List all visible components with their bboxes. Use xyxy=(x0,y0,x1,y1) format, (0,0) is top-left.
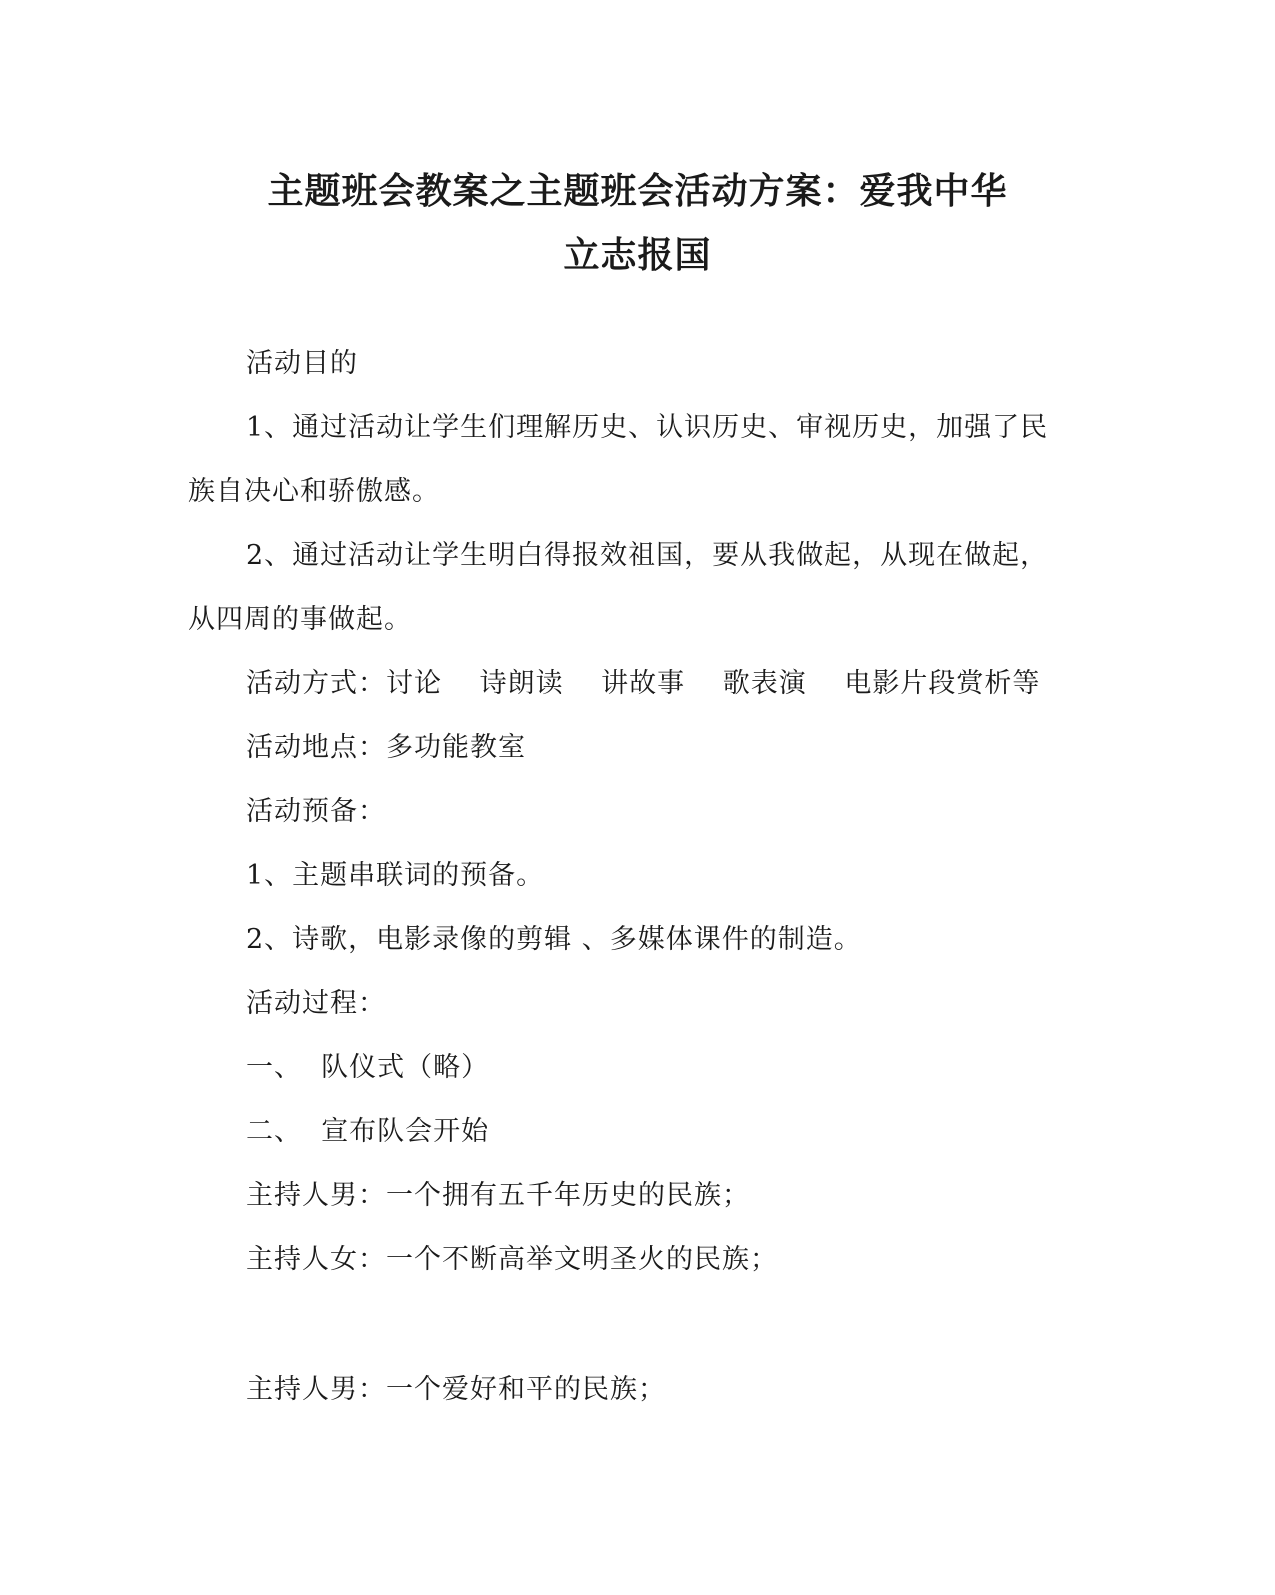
paragraph-line: 主持人女：一个不断高举文明圣火的民族； xyxy=(246,1244,778,1275)
paragraph-line: 从四周的事做起。 xyxy=(188,604,412,635)
document-title-line-2: 立志报国 xyxy=(563,235,712,276)
paragraph-line: 一、 队仪式（略） xyxy=(246,1052,490,1083)
paragraph-line: 活动方式：讨论 诗朗读 讲故事 歌表演 电影片段赏析等 xyxy=(246,668,1041,699)
paragraph-line: 2、通过活动让学生明白得报效祖国，要从我做起，从现在做起， xyxy=(246,540,1049,571)
paragraph-line: 活动过程： xyxy=(246,988,386,1019)
paragraph-line: 族自决心和骄傲感。 xyxy=(188,476,440,507)
paragraph-line: 2、诗歌，电影录像的剪辑 、多媒体课件的制造。 xyxy=(246,924,862,955)
paragraph-line: 主持人男：一个爱好和平的民族； xyxy=(246,1374,666,1405)
paragraph-line: 主持人男：一个拥有五千年历史的民族； xyxy=(246,1180,750,1211)
paragraph-line: 1、通过活动让学生们理解历史、认识历史、审视历史，加强了民 xyxy=(246,412,1049,443)
paragraph-line: 活动预备： xyxy=(246,796,386,827)
document-title-line-1: 主题班会教案之主题班会活动方案：爱我中华 xyxy=(267,171,1008,212)
paragraph-line: 活动目的 xyxy=(246,348,358,379)
paragraph-line: 二、 宣布队会开始 xyxy=(246,1116,490,1147)
paragraph-line: 1、主题串联词的预备。 xyxy=(246,860,545,891)
paragraph-line: 活动地点：多功能教室 xyxy=(246,732,526,763)
